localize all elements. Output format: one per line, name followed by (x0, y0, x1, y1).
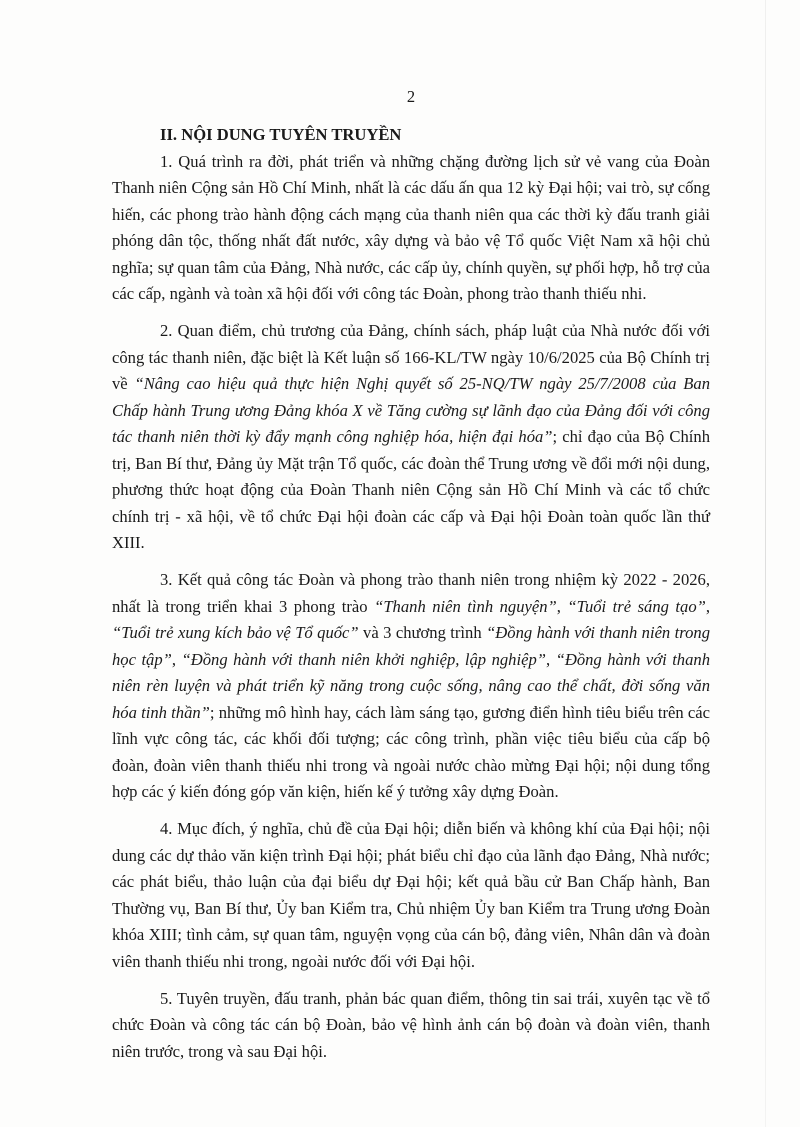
paragraph-3-text-a: 3. Kết quả công tác Đoàn và phong trào thanh niên trong nhiệm kỳ 2022 - 2026, nhất là trong triển khai 3 phong trào (112, 570, 710, 616)
paragraph-1: 1. Quá trình ra đời, phát triển và những chặng đường lịch sử vẻ vang của Đoàn Thanh niên Cộng sản Hồ Chí Minh, nhất là các dấu ấn qua 12 kỳ Đại hội; vai trò, sự cống hiến, các phong trào hành động cách mạng của thanh niên qua các thời kỳ đấu tranh giải phóng dân tộc, thống nhất đất nước, xây dựng và bảo vệ Tổ quốc Việt Nam xã hội chủ nghĩa; sự quan tâm của Đảng, Nhà nước, các cấp ủy, chính quyền, sự phối hợp, hỗ trợ của các cấp, ngành và toàn xã hội đối với công tác Đoàn, phong trào thanh thiếu nhi. (112, 151, 710, 303)
paragraph-3-program-2: “Đồng hành với thanh niên khởi nghiệp, lập nghiệp” (181, 649, 546, 669)
section-heading: II. NỘI DUNG TUYÊN TRUYỀN (160, 125, 402, 144)
paragraph-5: 5. Tuyên truyền, đấu tranh, phản bác quan điểm, thông tin sai trái, xuyên tạc về tổ chức Đoàn và công tác cán bộ Đoàn, bảo vệ hình ảnh cán bộ đoàn và đoàn viên, thanh niên trước, trong và sau Đại hội. (112, 988, 710, 1061)
paragraph-2-text-c: ; chỉ đạo của Bộ Chính trị, Ban Bí thư, Đảng ủy Mặt trận Tổ quốc, các đoàn thể Trung ương về đổi mới nội dung, phương thức hoạt động của Đoàn Thanh niên Cộng sản Hồ Chí Minh và các tổ chức chính trị - xã hội, về tổ chức Đại hội đoàn các cấp và Đại hội Đoàn toàn quốc lần thứ XIII. (112, 427, 710, 552)
paragraph-3-program-1: “Đồng hành với thanh niên trong học tập” (112, 623, 710, 669)
paragraph-2-text-a: 2. Quan điểm, chủ trương của Đảng, chính sách, pháp luật của Nhà nước đối với công tác thanh niên, đặc biệt là Kết luận số 166-KL/TW ngày 10/6/2025 của Bộ Chính trị về (112, 321, 710, 393)
paragraph-3-movement-1: “Thanh niên tình nguyện” (374, 596, 557, 616)
document-page (112, 84, 710, 1076)
paragraph-2 (112, 318, 710, 557)
scan-edge-line (765, 0, 766, 1127)
separator: , (171, 649, 182, 669)
separator: , (705, 596, 711, 616)
paragraph-3-movement-2: “Tuổi trẻ sáng tạo” (567, 596, 706, 616)
paragraph-3-movement-3: “Tuổi trẻ xung kích bảo vệ Tổ quốc” (112, 623, 359, 642)
page-number: 2 (406, 87, 416, 106)
paragraph-3-text-m: ; những mô hình hay, cách làm sáng tạo, gương điển hình tiêu biểu trên các lĩnh vực công tác, các khối đối tượng; các công trình, phần việc tiêu biểu của cấp bộ đoàn, đoàn viên thanh thiếu nhi trong và ngoài nước chào mừng Đại hội; nội dung tổng hợp các ý kiến đóng góp văn kiện, hiến kế ý tưởng xây dựng Đoàn. (112, 702, 710, 801)
paragraph-3 (112, 567, 710, 806)
separator: , (545, 649, 556, 669)
paragraph-3-program-3: “Đồng hành với thanh niên rèn luyện và phát triển kỹ năng trong cuộc sống, nâng cao thể chất, đời sống văn hóa tinh thần” (112, 649, 710, 722)
paragraph-3-text-g: và 3 chương trình (358, 623, 487, 642)
separator: , (556, 596, 568, 616)
paragraph-4: 4. Mục đích, ý nghĩa, chủ đề của Đại hội; diễn biến và không khí của Đại hội; nội dung các dự thảo văn kiện trình Đại hội; phát biểu chỉ đạo của lãnh đạo Đảng, Nhà nước; các phát biểu, thảo luận của đại biểu dự Đại hội; kết quả bầu cử Ban Chấp hành, Ban Thường vụ, Ban Bí thư, Ủy ban Kiểm tra, Chủ nhiệm Ủy ban Kiểm tra Trung ương Đoàn khóa XIII; tình cảm, sự quan tâm, nguyện vọng của cán bộ, đảng viên, Nhân dân và đoàn viên thanh thiếu nhi trong, ngoài nước đối với Đại hội. (112, 819, 710, 971)
paragraph-2-quote: “Nâng cao hiệu quả thực hiện Nghị quyết số 25-NQ/TW ngày 25/7/2008 của Ban Chấp hành Trung ương Đảng khóa X về Tăng cường sự lãnh đạo của Đảng đối với công tác thanh niên thời kỳ đẩy mạnh công nghiệp hóa, hiện đại hóa” (112, 374, 711, 446)
